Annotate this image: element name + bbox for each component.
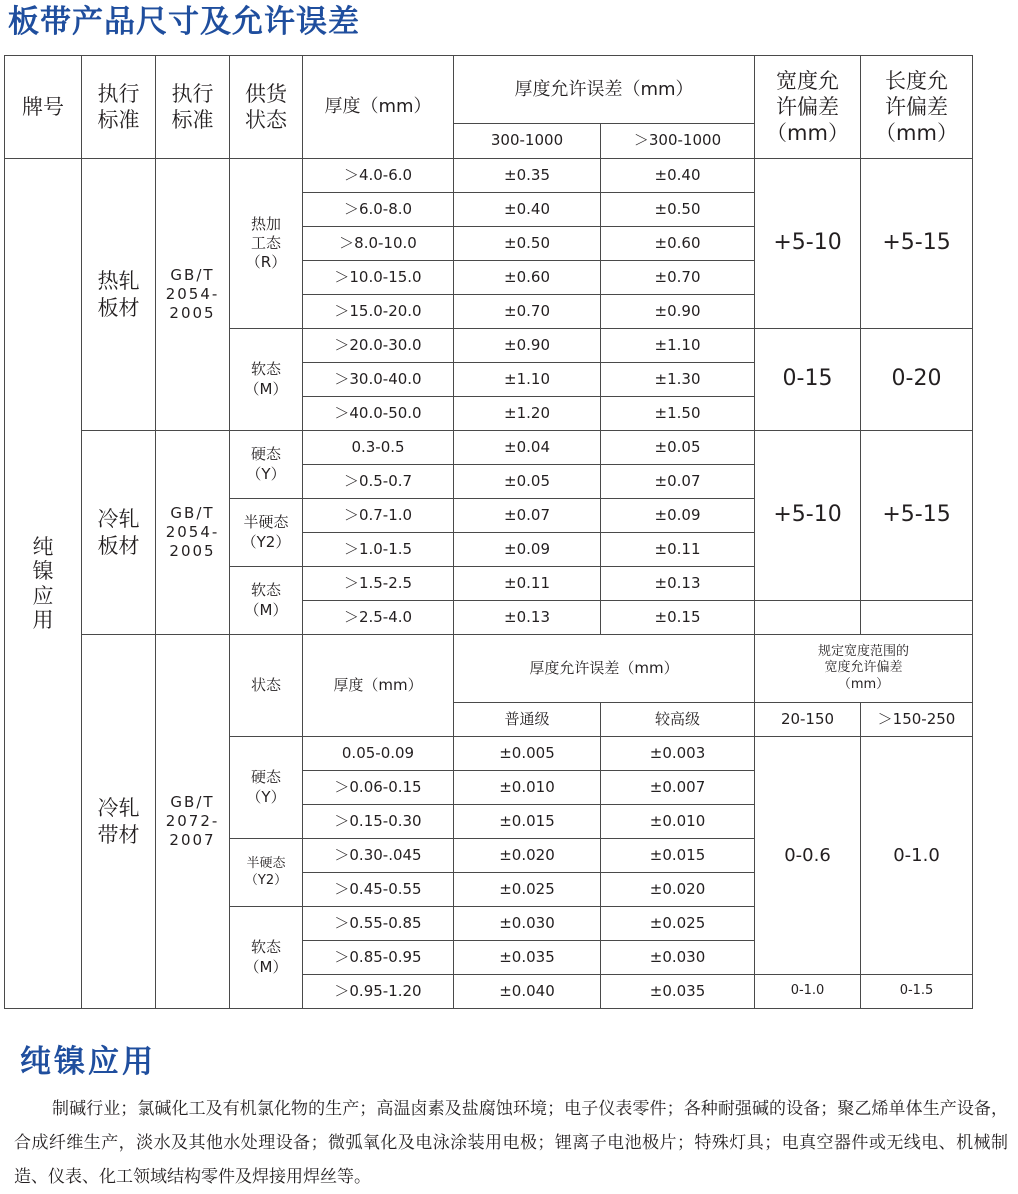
page-title: 板带产品尺寸及允许误差 — [8, 4, 360, 40]
strip-header-width-tolerance: 规定宽度范围的 宽度允许偏差 （mm） — [755, 635, 973, 703]
empty-cell — [861, 601, 973, 635]
tolerance-cell: ±0.005 — [454, 737, 601, 771]
tolerance-cell: ±0.030 — [454, 907, 601, 941]
tolerance-cell: ±0.11 — [601, 533, 755, 567]
tolerance-cell: ±1.10 — [601, 329, 755, 363]
thickness-cell: ＞40.0-50.0 — [303, 397, 454, 431]
width-tolerance-value: 0-1.5 — [861, 975, 973, 1009]
tolerance-cell: ±0.90 — [454, 329, 601, 363]
length-tolerance-value: +5-15 — [861, 431, 973, 601]
header-standard-2: 执行 标准 — [156, 56, 230, 159]
tolerance-cell: ±0.035 — [454, 941, 601, 975]
length-tolerance-value: 0-20 — [861, 329, 973, 431]
width-tolerance-value: +5-10 — [755, 431, 861, 601]
tolerance-cell: ±0.09 — [601, 499, 755, 533]
tolerance-cell: ±0.60 — [454, 261, 601, 295]
tolerance-cell: ±0.09 — [454, 533, 601, 567]
header-thickness: 厚度（mm） — [303, 56, 454, 159]
tolerance-cell: ±0.015 — [454, 805, 601, 839]
tolerance-cell: ±0.90 — [601, 295, 755, 329]
tolerance-cell: ±0.50 — [454, 227, 601, 261]
tolerance-cell: ±0.05 — [601, 431, 755, 465]
cold-rolled-strip-label: 冷轧 带材 — [82, 635, 156, 1009]
tolerance-cell: ±0.010 — [601, 805, 755, 839]
cold-rolled-plate-label: 冷轧 板材 — [82, 431, 156, 635]
empty-cell — [755, 601, 861, 635]
tolerance-cell: ±0.015 — [601, 839, 755, 873]
thickness-cell: ＞0.15-0.30 — [303, 805, 454, 839]
width-tolerance-value: +5-10 — [755, 159, 861, 329]
tolerance-cell: ±0.13 — [601, 567, 755, 601]
state-soft-m: 软态 （M） — [230, 907, 303, 1009]
tolerance-cell: ±0.003 — [601, 737, 755, 771]
cold-rolled-standard: GB/T 2054- 2005 — [156, 431, 230, 635]
thickness-cell: ＞0.30-.045 — [303, 839, 454, 873]
tolerance-cell: ±1.20 — [454, 397, 601, 431]
tolerance-cell: ±1.50 — [601, 397, 755, 431]
thickness-cell: 0.05-0.09 — [303, 737, 454, 771]
thickness-cell: ＞30.0-40.0 — [303, 363, 454, 397]
tolerance-cell: ±0.04 — [454, 431, 601, 465]
header-standard-1: 执行 标准 — [82, 56, 156, 159]
header-width-tolerance: 宽度允 许偏差 （mm） — [755, 56, 861, 159]
thickness-cell: 0.3-0.5 — [303, 431, 454, 465]
tolerance-cell: ±0.11 — [454, 567, 601, 601]
state-soft-m: 软态 （M） — [230, 329, 303, 431]
thickness-cell: ＞0.7-1.0 — [303, 499, 454, 533]
width-tolerance-value: 0-1.0 — [755, 975, 861, 1009]
thickness-cell: ＞0.45-0.55 — [303, 873, 454, 907]
thickness-cell: ＞10.0-15.0 — [303, 261, 454, 295]
strip-header-width-150-250: ＞150-250 — [861, 703, 973, 737]
tolerance-cell: ±0.007 — [601, 771, 755, 805]
header-thickness-tolerance: 厚度允许误差（mm） — [454, 56, 755, 124]
width-tolerance-value: 0-1.0 — [861, 737, 973, 975]
tolerance-cell: ±0.030 — [601, 941, 755, 975]
thickness-cell: ＞0.5-0.7 — [303, 465, 454, 499]
length-tolerance-value: +5-15 — [861, 159, 973, 329]
thickness-cell: ＞20.0-30.0 — [303, 329, 454, 363]
strip-header-thickness: 厚度（mm） — [303, 635, 454, 737]
cold-rolled-strip-standard: GB/T 2072- 2007 — [156, 635, 230, 1009]
header-length-tolerance: 长度允 许偏差 （mm） — [861, 56, 973, 159]
tolerance-cell: ±0.15 — [601, 601, 755, 635]
strip-header-high-grade: 较高级 — [601, 703, 755, 737]
tolerance-cell: ±0.07 — [454, 499, 601, 533]
thickness-cell: ＞15.0-20.0 — [303, 295, 454, 329]
state-half-hard-y2: 半硬态 （Y2） — [230, 839, 303, 907]
strip-header-width-20-150: 20-150 — [755, 703, 861, 737]
header-brand: 牌号 — [5, 56, 82, 159]
state-half-hard-y2: 半硬态 （Y2） — [230, 499, 303, 567]
tolerance-cell: ±0.07 — [601, 465, 755, 499]
tolerance-cell: ±0.13 — [454, 601, 601, 635]
thickness-cell: ＞0.95-1.20 — [303, 975, 454, 1009]
tolerance-cell: ±0.35 — [454, 159, 601, 193]
hot-rolled-standard: GB/T 2054- 2005 — [156, 159, 230, 431]
header-supply-state: 供货 状态 — [230, 56, 303, 159]
strip-header-tolerance: 厚度允许误差（mm） — [454, 635, 755, 703]
width-tolerance-value: 0-15 — [755, 329, 861, 431]
state-hard-y: 硬态 （Y） — [230, 431, 303, 499]
tolerance-cell: ±0.40 — [601, 159, 755, 193]
state-hot-worked-r: 热加 工态 （R） — [230, 159, 303, 329]
thickness-cell: ＞0.06-0.15 — [303, 771, 454, 805]
width-tolerance-value: 0-0.6 — [755, 737, 861, 975]
tolerance-cell: ±0.035 — [601, 975, 755, 1009]
tolerance-cell: ±0.025 — [454, 873, 601, 907]
header-range-over-300-1000: ＞300-1000 — [601, 124, 755, 159]
hot-rolled-plate-label: 热轧 板材 — [82, 159, 156, 431]
thickness-cell: ＞1.0-1.5 — [303, 533, 454, 567]
state-soft-m: 软态 （M） — [230, 567, 303, 635]
strip-header-normal-grade: 普通级 — [454, 703, 601, 737]
application-title: 纯镍应用 — [20, 1044, 156, 1080]
tolerance-cell: ±1.10 — [454, 363, 601, 397]
thickness-cell: ＞8.0-10.0 — [303, 227, 454, 261]
tolerance-cell: ±0.50 — [601, 193, 755, 227]
thickness-cell: ＞2.5-4.0 — [303, 601, 454, 635]
tolerance-cell: ±0.020 — [454, 839, 601, 873]
thickness-cell: ＞4.0-6.0 — [303, 159, 454, 193]
tolerance-cell: ±0.05 — [454, 465, 601, 499]
thickness-cell: ＞1.5-2.5 — [303, 567, 454, 601]
state-hard-y: 硬态 （Y） — [230, 737, 303, 839]
tolerance-cell: ±0.040 — [454, 975, 601, 1009]
tolerance-cell: ±0.40 — [454, 193, 601, 227]
application-text: 制碱行业；氯碱化工及有机氯化物的生产；高温卤素及盐腐蚀环境；电子仪表零件；各种耐强碱的设备；聚乙烯单体生产设备，合成纤维生产，淡水及其他水处理设备；微弧氧化及电泳涂装用电极；锂离子电池极片；特殊灯具；电真空器件或无线电、机械制造、仪表、化工领域结构零件及焊接用焊丝等。 — [14, 1099, 1008, 1187]
tolerance-cell: ±0.010 — [454, 771, 601, 805]
strip-header-state: 状态 — [230, 635, 303, 737]
tolerance-cell: ±0.60 — [601, 227, 755, 261]
header-range-300-1000: 300-1000 — [454, 124, 601, 159]
tolerance-cell: ±0.70 — [454, 295, 601, 329]
tolerance-cell: ±0.70 — [601, 261, 755, 295]
tolerance-cell: ±0.025 — [601, 907, 755, 941]
brand-pure-nickel: 纯 镍 应 用 — [5, 159, 82, 1009]
tolerance-cell: ±0.020 — [601, 873, 755, 907]
thickness-cell: ＞0.85-0.95 — [303, 941, 454, 975]
spec-table — [4, 55, 973, 1009]
tolerance-cell: ±1.30 — [601, 363, 755, 397]
thickness-cell: ＞6.0-8.0 — [303, 193, 454, 227]
thickness-cell: ＞0.55-0.85 — [303, 907, 454, 941]
